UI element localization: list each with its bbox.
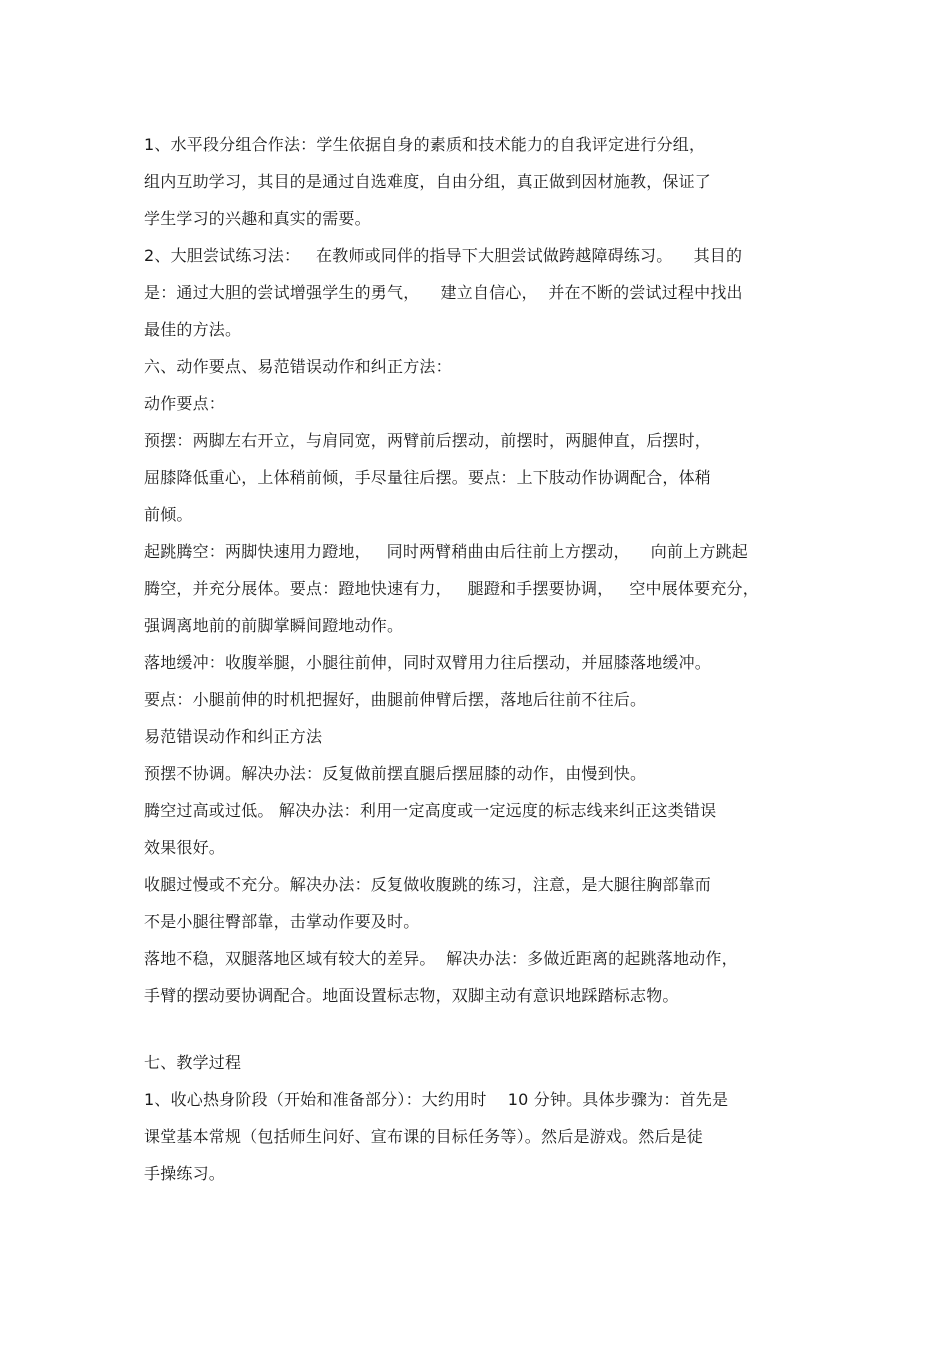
text-line: 腾空过高或过低。 解决办法：利用一定高度或一定远度的标志线来纠正这类错误 — [144, 801, 717, 820]
text-line: 动作要点： — [144, 394, 226, 413]
text-line: 要点：小腿前伸的时机把握好，曲腿前伸臂后摆，落地后往前不往后。 — [144, 690, 647, 709]
section-methods-and-key-points — [144, 126, 824, 1014]
text-line: 效果很好。 — [144, 838, 226, 857]
text-line: 易范错误动作和纠正方法 — [144, 727, 323, 746]
text-line: 腾空，并充分展体。要点：蹬地快速有力， 腿蹬和手摆要协调， 空中展体要充分， — [144, 579, 759, 598]
text-line: 预摆：两脚左右开立，与肩同宽，两臂前后摆动，前摆时，两腿伸直，后摆时， — [144, 431, 712, 450]
text-line: 落地缓冲：收腹举腿，小腿往前伸，同时双臂用力往后摆动，并屈膝落地缓冲。 — [144, 653, 712, 672]
text-line: 课堂基本常规（包括师生问好、宣布课的目标任务等）。然后是游戏。然后是徒 — [144, 1127, 704, 1146]
text-line: 最佳的方法。 — [144, 320, 242, 339]
text-line: 起跳腾空：两脚快速用力蹬地， 同时两臂稍曲由后往前上方摆动， 向前上方跳起 — [144, 542, 749, 561]
text-line: 1、收心热身阶段（开始和准备部分）：大约用时 10 分钟。具体步骤为：首先是 — [144, 1090, 729, 1109]
text-line: 手臂的摆动要协调配合。地面设置标志物，双脚主动有意识地踩踏标志物。 — [144, 986, 679, 1005]
text-line: 手操练习。 — [144, 1164, 226, 1183]
text-line: 屈膝降低重心，上体稍前倾，手尽量往后摆。要点：上下肢动作协调配合，体稍 — [144, 468, 712, 487]
text-line: 组内互助学习，其目的是通过自选难度，自由分组，真正做到因材施教，保证了 — [144, 172, 712, 191]
text-line: 预摆不协调。解决办法：反复做前摆直腿后摆屈膝的动作，由慢到快。 — [144, 764, 647, 783]
text-line: 不是小腿往臀部靠，击掌动作要及时。 — [144, 912, 420, 931]
section-heading: 七、教学过程 — [144, 1053, 242, 1072]
text-line: 2、大胆尝试练习法： 在教师或同伴的指导下大胆尝试做跨越障碍练习。 其目的 — [144, 246, 743, 265]
paragraph-gap — [144, 1014, 824, 1044]
text-line: 1、水平段分组合作法：学生依据自身的素质和技术能力的自我评定进行分组， — [144, 135, 706, 154]
text-line: 前倾。 — [144, 505, 193, 524]
section-heading: 六、动作要点、易范错误动作和纠正方法： — [144, 357, 452, 376]
text-line: 学生学习的兴趣和真实的需要。 — [144, 209, 371, 228]
text-line: 收腿过慢或不充分。解决办法：反复做收腹跳的练习，注意，是大腿往胸部靠而 — [144, 875, 712, 894]
section-teaching-process — [144, 1044, 824, 1192]
text-line: 强调离地前的前脚掌瞬间蹬地动作。 — [144, 616, 404, 635]
document-page — [144, 126, 824, 1192]
text-line: 落地不稳，双腿落地区域有较大的差异。 解决办法：多做近距离的起跳落地动作， — [144, 949, 738, 968]
text-line: 是：通过大胆的尝试增强学生的勇气， 建立自信心， 并在不断的尝试过程中找出 — [144, 283, 743, 302]
